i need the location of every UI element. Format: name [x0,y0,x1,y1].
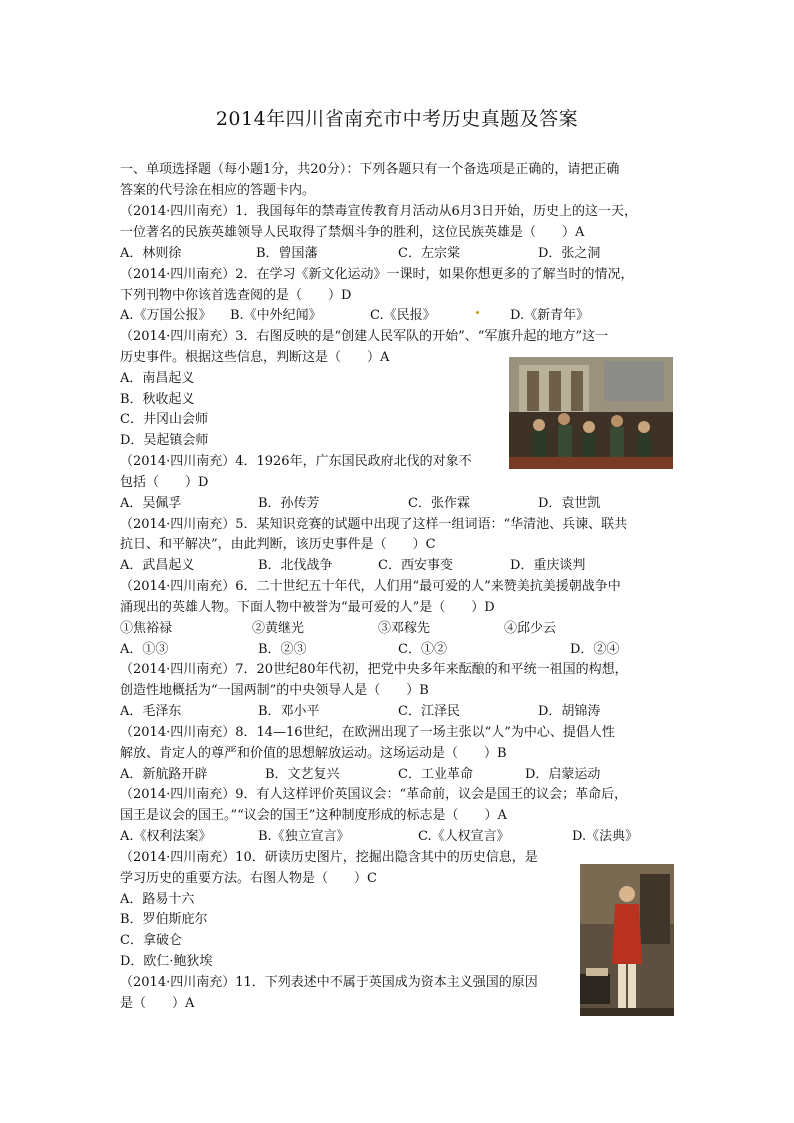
question-11-line-1: （2014·四川南充）11．下列表述中不属于英国成为资本主义强国的原因 [120,975,538,990]
option-c: C．江泽民 [398,704,460,719]
question-4-line-1: （2014·四川南充）4．1926年，广东国民政府北伐的对象不 [120,454,472,469]
option-c: C．张作霖 [408,496,470,511]
option-b: B．邓小平 [258,704,320,719]
option-a: A．毛泽东 [120,704,182,719]
person-3: ③邓稼先 [378,621,431,636]
question-11-line-2: 是（ ）A [120,996,195,1011]
option-a: A．林则徐 [120,246,182,261]
question-5-options [120,556,680,576]
option-c: C.《人权宣言》 [418,829,510,844]
question-10-option-b: B．罗伯斯庇尔 [120,912,208,927]
question-1-line-1: （2014·四川南充）1．我国每年的禁毒宣传教育月活动从6月3日开始，历史上的这一天， [120,204,638,219]
option-d: D．②④ [570,642,620,657]
question-3-option-a: A．南昌起义 [120,371,195,386]
question-6-options [120,640,680,660]
option-a: A．吴佩孚 [120,496,182,511]
option-b: B．②③ [258,642,307,657]
question-7-line-1: （2014·四川南充）7．20世纪80年代初，把党中央多年来酝酿的和平统一祖国的构想， [120,662,628,677]
question-3-option-c: C．井冈山会师 [120,412,208,427]
option-d: D．胡锦涛 [538,704,601,719]
option-d: D．张之洞 [538,246,601,261]
nanchang-uprising-painting [509,357,673,469]
option-b: B．北伐战争 [258,558,333,573]
option-a: A．①③ [120,642,169,657]
painting-illustration [509,357,673,469]
question-3-option-b: B．秋收起义 [120,392,195,407]
question-7-line-2: 创造性地概括为“一国两制”的中央领导人是（ ）B [120,683,429,698]
option-d: D．重庆谈判 [510,558,586,573]
question-3-option-d: D．吴起镇会师 [120,433,209,448]
option-d: D.《法典》 [572,829,639,844]
option-a: A.《万国公报》 [120,308,212,323]
option-c: C．左宗棠 [398,246,460,261]
portrait-illustration [580,864,674,1016]
question-10-option-d: D．欧仁·鲍狄埃 [120,954,213,969]
option-d: D．启蒙运动 [525,767,601,782]
question-2-line-2: 下列刊物中你该首选查阅的是（ ）D [120,288,352,303]
page-title: 2014年四川省南充市中考历史真题及答案 [215,108,579,130]
person-1: ①焦裕禄 [120,621,173,636]
question-8-options [120,765,680,785]
question-10-option-c: C．拿破仑 [120,933,182,948]
question-8-line-2: 解放、肯定人的尊严和价值的思想解放运动。这场运动是（ ）B [120,746,507,761]
option-b: B.《中外纪闻》 [230,308,322,323]
question-9-line-2: 国王是议会的国王。”“议会的国王”这种制度形成的标志是（ ）A [120,808,507,823]
question-2-line-1: （2014·四川南充）2．在学习《新文化运动》一课时，如果你想更多的了解当时的情况， [120,267,634,282]
question-10-option-a: A．路易十六 [120,892,195,907]
question-1-line-2: 一位著名的民族英雄领导人民取得了禁烟斗争的胜利，这位民族英雄是（ ）A [120,225,585,240]
question-10-line-2: 学习历史的重要方法。右图人物是（ ）C [120,871,377,886]
person-2: ②黄继光 [252,621,305,636]
option-c: C.《民报》 [370,308,436,323]
option-b: B．孙传芳 [258,496,320,511]
question-4-line-2: 包括（ ）D [120,475,209,490]
option-c: C．①② [398,642,447,657]
option-b: B.《独立宣言》 [258,829,350,844]
option-a: A．新航路开辟 [120,767,208,782]
option-b: B．文艺复兴 [265,767,340,782]
question-2-options [120,306,680,326]
option-c: C．西安事变 [378,558,453,573]
question-1-options [120,244,680,264]
question-3-line-2: 历史事件。根据这些信息，判断这是（ ）A [120,350,390,365]
section-instructions-line-2: 答案的代号涂在相应的答题卡内。 [120,183,316,198]
question-3-line-1: （2014·四川南充）3．右图反映的是“创建人民军队的开始”、“军旗升起的地方”这一 [120,329,609,344]
napoleon-portrait [580,864,674,1016]
question-9-options [120,827,680,847]
option-b: B．曾国藩 [256,246,318,261]
question-6-persons [120,619,680,639]
person-4: ④邱少云 [504,621,557,636]
question-5-line-1: （2014·四川南充）5．某知识竞赛的试题中出现了这样一组词语：“华清池、兵谏、联共 [120,517,628,532]
question-9-line-1: （2014·四川南充）9．有人这样评价英国议会：“革命前，议会是国王的议会；革命后， [120,787,628,802]
option-d: D.《新青年》 [510,308,590,323]
question-8-line-1: （2014·四川南充）8．14—16世纪，在欧洲出现了一场主张以“人”为中心、提倡人性 [120,725,615,740]
question-5-line-2: 抗日、和平解决”，由此判断，该历史事件是（ ）C [120,537,436,552]
section-instructions-line-1: 一、单项选择题（每小题1分，共20分）：下列各题只有一个备选项是正确的，请把正确 [120,162,620,177]
stray-dot [476,311,479,314]
question-6-line-2: 涌现出的英雄人物。下面人物中被誉为“最可爱的人”是（ ）D [120,600,495,615]
question-6-line-1: （2014·四川南充）6．二十世纪五十年代，人们用“最可爱的人”来赞美抗美援朝战争中 [120,579,621,594]
option-a: A．武昌起义 [120,558,195,573]
option-c: C．工业革命 [398,767,473,782]
option-a: A.《权利法案》 [120,829,212,844]
question-7-options [120,702,680,722]
question-10-line-1: （2014·四川南充）10．研读历史图片，挖掘出隐含其中的历史信息，是 [120,850,538,865]
option-d: D．袁世凯 [538,496,601,511]
question-4-options [120,494,680,514]
